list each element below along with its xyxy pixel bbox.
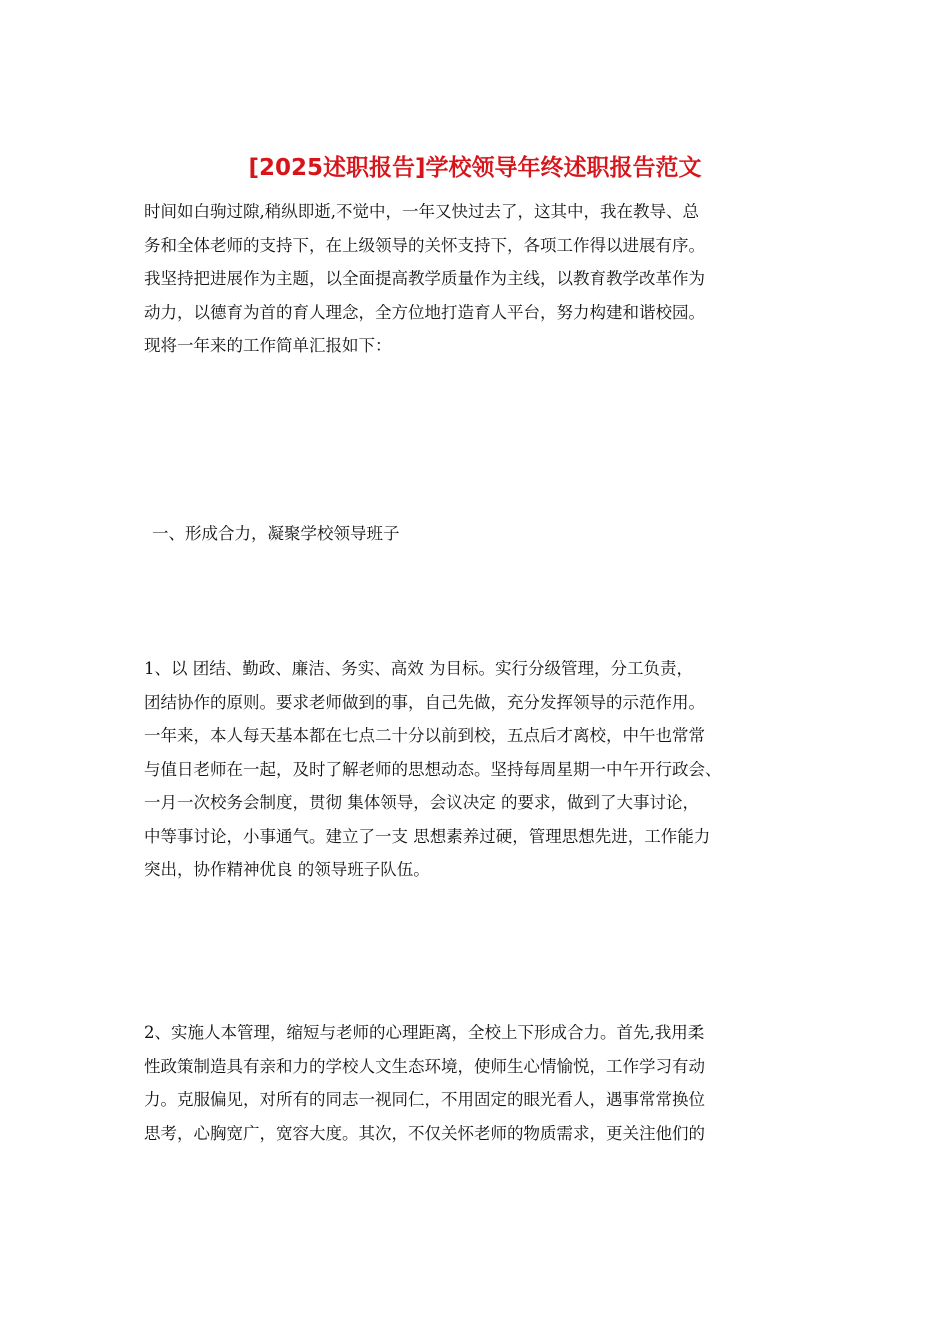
text-line: 现将一年来的工作简单汇报如下：	[144, 336, 392, 355]
text-line: 性政策制造具有亲和力的学校人文生态环境，使师生心情愉悦，工作学习有动	[144, 1056, 705, 1076]
document-title: [2025述职报告]学校领导年终述职报告范文	[248, 155, 702, 181]
item-2-paragraph	[144, 1016, 824, 1150]
section-heading	[152, 517, 832, 551]
text-line: 中等事讨论，小事通气。建立了一支 思想素养过硬，管理思想先进，工作能力	[144, 826, 711, 846]
text-line: 1、以 团结、勤政、廉洁、务实、高效 为目标。实行分级管理，分工负责，	[144, 659, 693, 678]
text-line: 突出，协作精神优良 的领导班子队伍。	[144, 860, 430, 879]
section-heading-text: 一、形成合力，凝聚学校领导班子	[152, 524, 400, 543]
text-line: 思考，心胸宽广，宽容大度。其次，不仅关怀老师的物质需求，更关注他们的	[144, 1123, 705, 1143]
text-line: 时间如白驹过隙,稍纵即逝,不觉中，一年又快过去了，这其中，我在教导、总	[144, 202, 699, 221]
text-line: 务和全体老师的支持下，在上级领导的关怀支持下，各项工作得以进展有序。	[144, 235, 705, 255]
text-line: 2、实施人本管理，缩短与老师的心理距离，全校上下形成合力。首先,我用柔	[144, 1023, 705, 1042]
text-line: 团结协作的原则。要求老师做到的事，自己先做，充分发挥领导的示范作用。	[144, 692, 705, 712]
text-line: 我坚持把进展作为主题，以全面提高教学质量作为主线，以教育教学改革作为	[144, 269, 705, 288]
text-line: 一年来，本人每天基本都在七点二十分以前到校，五点后才离校，中午也常常	[144, 726, 705, 745]
text-line: 与值日老师在一起，及时了解老师的思想动态。坚持每周星期一中午开行政会、	[144, 759, 722, 779]
text-line: 力。克服偏见，对所有的同志一视同仁，不用固定的眼光看人，遇事常常换位	[144, 1090, 705, 1109]
text-line: 动力，以德育为首的育人理念，全方位地打造育人平台，努力构建和谐校园。	[144, 302, 705, 322]
item-1-paragraph	[144, 652, 824, 887]
intro-paragraph	[144, 195, 824, 363]
text-line: 一月一次校务会制度，贯彻 集体领导，会议决定 的要求，做到了大事讨论，	[144, 793, 699, 812]
